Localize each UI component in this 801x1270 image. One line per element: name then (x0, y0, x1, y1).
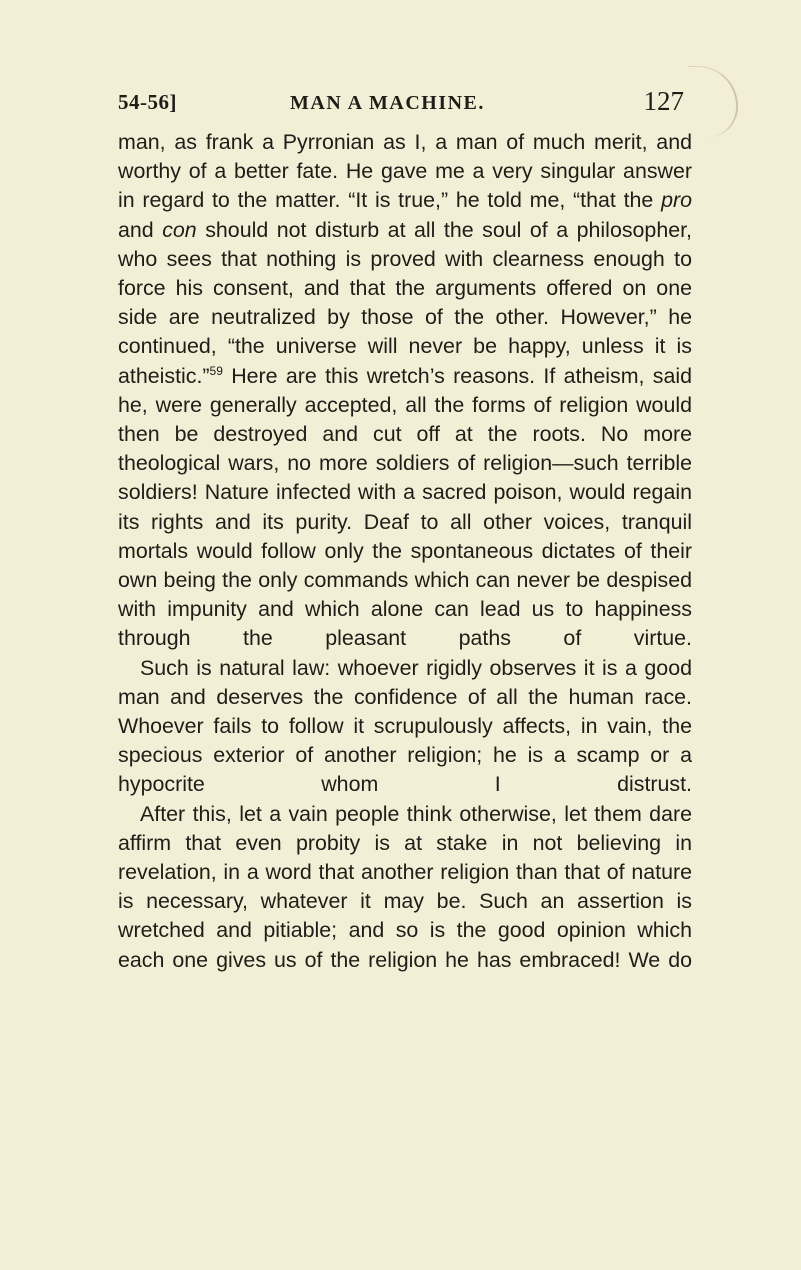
page-range: 54-56] (118, 90, 177, 114)
paragraph-3: After this, let a vain people think otherwise, let them dare affirm that even probity is at stake in not believing in revelation, in a word that another religion than that of nature is necessary, whatever it may be. Such an assertion is wretched and pitiable; and so is the good opinion which each one gives us of the religion he has embraced! We do (118, 801, 692, 972)
italic-con: con (162, 217, 197, 242)
paragraph-1: man, as frank a Pyrronian as I, a man of much merit, and worthy of a better fate. He gave me a very singular answer in regard to the matter. “It is true,” he told me, “that the pro and con should not disturb at all the soul of a philosopher, who sees that nothing is proved with clearness enough to force his consent, and that the arguments offered on one side are neutralized by those of the other. However,” he continued, “the universe will never be happy, unless it is atheistic.”$^{59}$ Here are this wretch’s reasons. If atheism, said he, were generally accepted, all the forms of religion would then be destroyed and cut off at the roots. No more theological wars, no more soldiers of religion—such terrible soldiers! Nature infected with a sacred poison, would regain its rights and its purity. Deaf to all other voices, tranquil mortals would follow only the spontaneous dictates of their own being the only commands which can never be despised with impunity and which alone can lead us to happiness through the pleasant paths of virtue. (118, 130, 693, 651)
page-number: 127 (643, 86, 684, 116)
running-title: MAN A MACHINE. (290, 92, 485, 114)
italic-pro: pro (661, 188, 692, 213)
footnote-marker: 59 (209, 363, 223, 378)
body-text (118, 128, 692, 975)
paragraph-2: Such is natural law: whoever rigidly observes it is a good man and deserves the confidence of all the human race. Whoever fails to follow it scrupulously affects, in vain, the specious exterior of another religion; he is a scamp or a hypocrite whom I distrust. (118, 655, 692, 797)
running-header (118, 86, 688, 122)
page-fold-mark (688, 66, 738, 137)
